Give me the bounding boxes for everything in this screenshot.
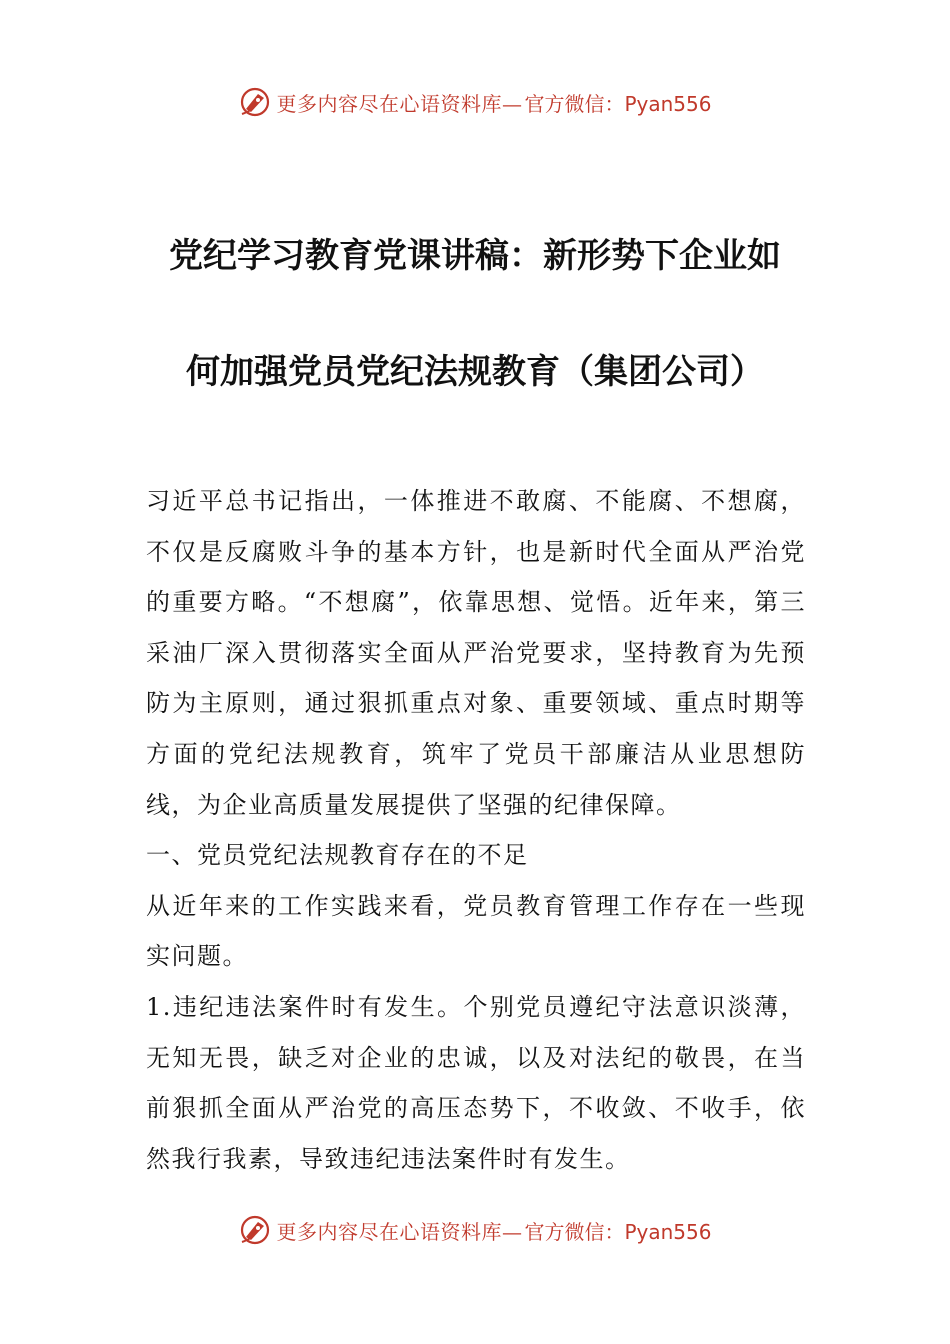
watermark-brand-text: 更多内容尽在心语资料库— (276, 1219, 523, 1244)
body-paragraph-point-1: 1.违纪违法案件时有发生。个别党员遵纪守法意识淡薄，无知无畏，缺乏对企业的忠诚，以及对法纪的敬畏，在当前狠抓全面从严治党的高压态势下，不收敛、不收手，依然我行我素，导致违纪违法案件时有发生。 (146, 992, 806, 1173)
watermark-wechat-text: 官方微信：Pyan556 (524, 91, 712, 116)
body-paragraph-intro: 习近平总书记指出，一体推进不敢腐、不能腐、不想腐，不仅是反腐败斗争的基本方针，也是新时代全面从严治党的重要方略。“不想腐”，依靠思想、觉悟。近年来，第三采油厂深入贯彻落实全面从严治党要求，坚持教育为先预防为主原则，通过狠抓重点对象、重要领域、重点时期等方面的党纪法规教育，筑牢了党员干部廉洁从业思想防线，为企业高质量发展提供了坚强的纪律保障。 (146, 487, 806, 819)
body-paragraph-practice: 从近年来的工作实践来看，党员教育管理工作存在一些现实问题。 (146, 891, 806, 971)
pen-nib-circle-icon (238, 85, 272, 119)
footer-watermark (0, 1210, 950, 1250)
document-body (146, 476, 806, 1184)
watermark-wechat-text: 官方微信：Pyan556 (524, 1219, 712, 1244)
document-title-line-2: 何加强党员党纪法规教育（集团公司） (186, 352, 764, 392)
pen-nib-circle-icon (238, 1213, 272, 1247)
section-heading-1: 一、党员党纪法规教育存在的不足 (146, 841, 529, 870)
header-watermark (0, 82, 950, 122)
watermark-brand-text: 更多内容尽在心语资料库— (276, 91, 523, 116)
document-title-line-1: 党纪学习教育党课讲稿：新形势下企业如 (169, 236, 781, 276)
